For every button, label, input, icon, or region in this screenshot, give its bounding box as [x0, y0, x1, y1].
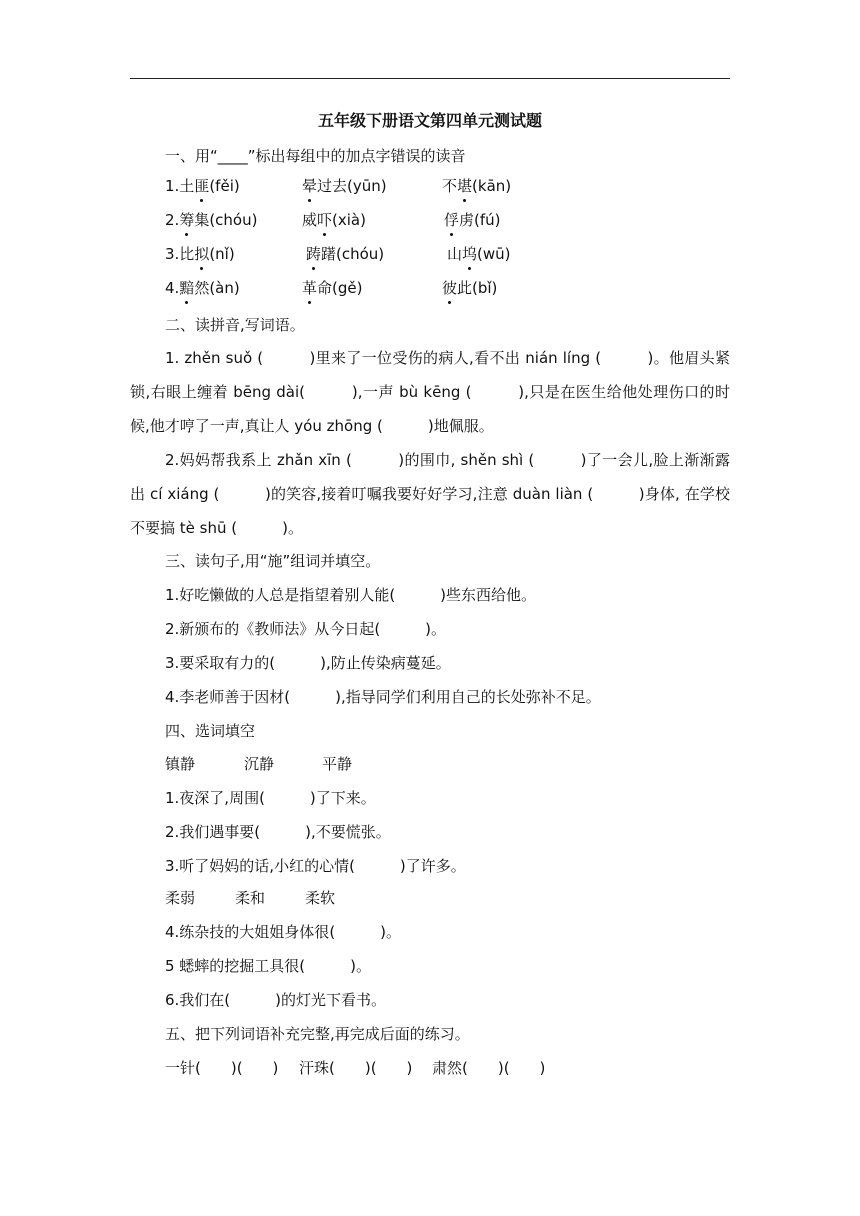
- section3-item: 3.要采取有力的( ),防止传染病蔓延。: [165, 654, 451, 672]
- idiom-blank: 一针( )( ): [165, 1059, 279, 1077]
- dotted-char: 彼: [442, 279, 458, 297]
- word-choice: 沉静: [244, 755, 275, 773]
- idiom-blank: 汗珠( )( ): [299, 1059, 413, 1077]
- word-choice: 柔弱: [165, 889, 196, 907]
- idiom-blank: 肃然( )( ): [432, 1059, 546, 1077]
- word-choice: 柔和: [235, 889, 266, 907]
- section3-item: 2.新颁布的《教师法》从今日起( )。: [165, 620, 447, 638]
- section2-heading: 二、读拼音,写词语。: [165, 316, 305, 334]
- pronunciation-item: 4.黯然(àn): [165, 279, 240, 297]
- page-title: 五年级下册语文第四单元测试题: [317, 111, 542, 130]
- dotted-char: 俘: [444, 211, 460, 229]
- section5-heading: 五、把下列词语补充完整,再完成后面的练习。: [165, 1025, 470, 1043]
- pronunciation-item: 2.筹集(chóu): [165, 211, 258, 229]
- dotted-char: 匪: [194, 177, 210, 195]
- pronunciation-item: 威吓(xià): [302, 211, 366, 229]
- dotted-char: 坞: [462, 245, 478, 263]
- dotted-char: 踌: [306, 245, 322, 263]
- section1-heading: 一、用“____”标出每组中的加点字错误的读音: [165, 147, 466, 165]
- dotted-char: 拟: [194, 245, 210, 263]
- pronunciation-item: 山坞(wū): [447, 245, 511, 263]
- header-rule: [130, 78, 730, 79]
- section4-item: 2.我们遇事要( ),不要慌张。: [165, 823, 391, 841]
- section4-item: 6.我们在( )的灯光下看书。: [165, 991, 387, 1009]
- section3-item: 1.好吃懒做的人总是指望着别人能( )些东西给他。: [165, 586, 537, 604]
- word-choice: 镇静: [165, 755, 196, 773]
- word-choice: 柔软: [305, 889, 336, 907]
- dotted-char: 黯: [179, 279, 195, 297]
- pronunciation-item: 不堪(kān): [442, 177, 512, 195]
- section4-heading: 四、选词填空: [165, 722, 256, 740]
- dotted-char: 堪: [457, 177, 473, 195]
- word-choice: 平静: [322, 755, 353, 773]
- section2-paragraph-1: 1. zhěn suǒ ( )里来了一位受伤的病人,看不出 nián líng ( )。他眉头紧锁,右眼上缠着 bēng dài( ),一声 bù kēng ( ),只是在医生给他处理伤口的时候,他才哼了一声,真让人 yóu zhōng ( )地佩服。: [130, 349, 730, 435]
- dotted-char: 吓: [317, 211, 333, 229]
- section4-item: 4.练杂技的大姐姐身体很( )。: [165, 923, 402, 941]
- pronunciation-item: 彼此(bǐ): [442, 279, 498, 297]
- section3-item: 4.李老师善于因材( ),指导同学们利用自己的长处弥补不足。: [165, 688, 601, 706]
- pronunciation-item: 1.土匪(fěi): [165, 177, 240, 195]
- section3-heading: 三、读句子,用“施”组词并填空。: [165, 552, 381, 570]
- dotted-char: 革: [302, 279, 318, 297]
- dotted-char: 晕: [302, 177, 318, 195]
- pronunciation-item: 革命(gě): [302, 279, 363, 297]
- pronunciation-item: 俘虏(fú): [444, 211, 501, 229]
- pronunciation-item: 踌躇(chóu): [306, 245, 385, 263]
- section2-paragraph-2: 2.妈妈帮我系上 zhǎn xīn ( )的围巾, shěn shì ( )了一会儿,脸上渐渐露出 cí xiáng ( )的笑容,接着叮嘱我要好好学习,注意 duàn liàn ( )身体, 在学校不要搞 tè shū ( )。: [130, 451, 730, 537]
- dotted-char: 筹: [179, 211, 195, 229]
- pronunciation-item: 3.比拟(nǐ): [165, 245, 235, 263]
- section4-item: 1.夜深了,周围( )了下来。: [165, 789, 376, 807]
- section4-item: 5 蟋蟀的挖掘工具很( )。: [165, 957, 372, 975]
- pronunciation-item: 晕过去(yūn): [302, 177, 387, 195]
- section4-item: 3.听了妈妈的话,小红的心情( )了许多。: [165, 857, 466, 875]
